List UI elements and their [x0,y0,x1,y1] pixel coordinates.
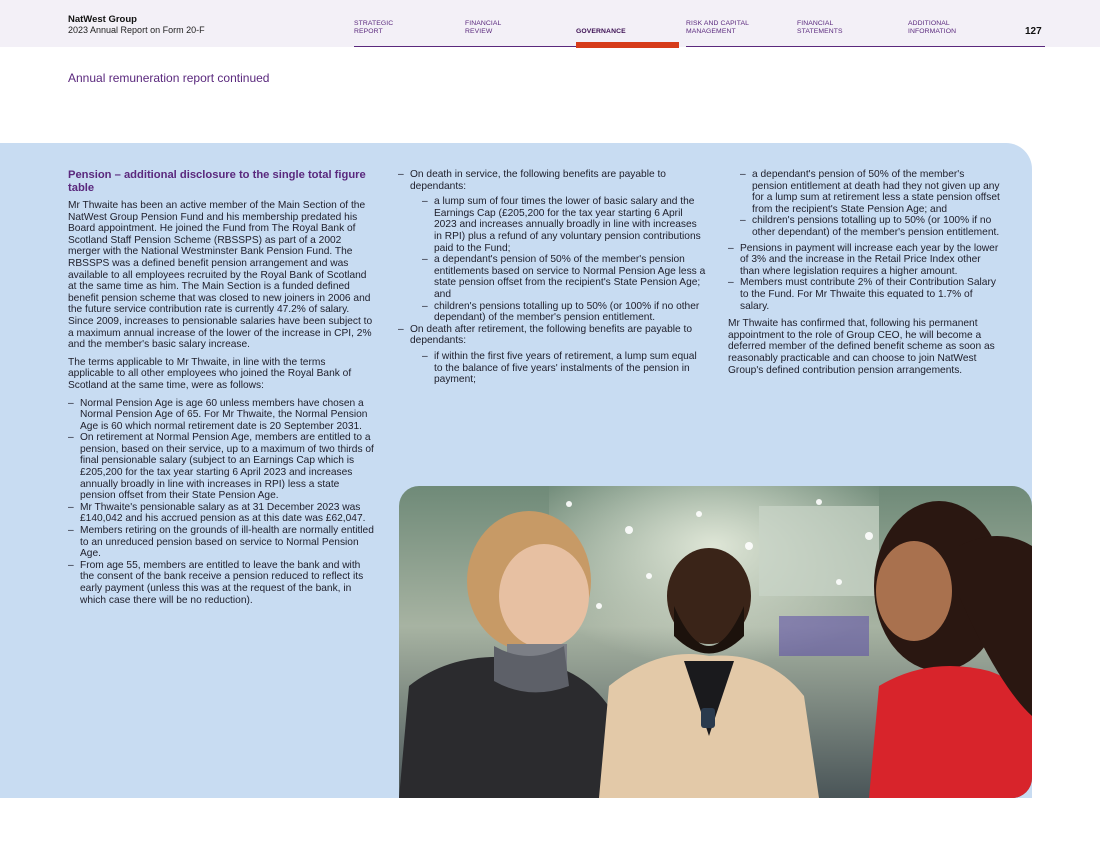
sub-list-item: – a dependant's pension of 50% of the member's pension entitlements based on service to Normal Pension Age less a state pension offset from the recipient's State Pension Age; and [422,254,706,300]
nav-label-line2: MANAGEMENT [686,28,736,35]
list-item: – Mr Thwaite's pensionable salary as at 31 December 2023 was £140,042 and his accrued pension as at this date was £62,047. [68,502,374,525]
brand-block [68,14,205,36]
list-item: – Normal Pension Age is age 60 unless members have chosen a Normal Pension Age of 65. For Mr Thwaite, the Normal Pension Age is 60 which normal retirement date is 20 September 2031. [68,398,374,433]
continued-sublist [740,169,1000,239]
brand-name: NatWest Group [68,14,137,25]
list-item: – On retirement at Normal Pension Age, members are entitled to a pension, based on their service, up to a maximum of two thirds of final pensionable salary (subject to an Earnings Cap which is £205,200 for the tax year starting 6 April 2023 and increases annually broadly in line with increases in RPI) less a state pension offset from their State Pension Age. [68,432,374,502]
pension-terms-list [728,243,1000,313]
nav-label-line2: STATEMENTS [797,28,843,35]
section-title: Annual remuneration report continued [68,71,270,85]
death-in-service-sublist [422,196,706,324]
photo-illustration [399,486,1032,798]
death-after-retirement-text: On death after retirement, the following benefits are payable to dependants: [410,323,693,347]
nav-underline [686,46,798,47]
nav-label-line2: REPORT [354,28,383,35]
nav-underline [797,46,909,47]
terms-paragraph: The terms applicable to Mr Thwaite, in line with the terms applicable to all other employees who joined the Royal Bank of Scotland at the same time, were as follows: [68,356,352,391]
page-number: 127 [1025,26,1042,37]
column-1 [68,169,374,612]
death-benefits-list [398,169,706,386]
nav-label-line1: STRATEGIC [354,20,394,27]
nav-governance[interactable] [576,20,679,47]
nav-label-line1: GOVERNANCE [576,28,626,35]
death-after-retirement-sublist [422,351,706,386]
nav-label-line2: REVIEW [465,28,493,35]
sub-list-item: – if within the first five years of retirement, a lump sum equal to the balance of five years' instalments of the pension in payment; [422,351,706,386]
list-item: – From age 55, members are entitled to leave the bank and with the consent of the bank receive a pension reduced to reflect its early payment (unless this was at the request of the bank, in which case there will be no reduction). [68,560,374,606]
list-item [398,169,706,324]
deferred-member-paragraph: Mr Thwaite has confirmed that, following his permanent appointment to the role of Group CEO, he will become a deferred member of the defined benefit scheme as soon as reasonably practicable and can choose to join NatWest Group's defined contribution pension arrangements. [728,318,995,376]
terms-list [68,398,374,607]
death-in-service-text: On death in service, the following benefits are payable to dependants: [410,169,666,192]
nav-underline [465,46,577,47]
page-header [0,0,1100,47]
nav-strategic-report[interactable] [354,20,466,47]
sub-list-item: – children's pensions totalling up to 50% (or 100% if no other dependant) of the member's pension entitlement. [422,301,706,324]
sub-list-item: – a lump sum of four times the lower of basic salary and the Earnings Cap (£205,200 for the tax year starting 6 April 2023 and increases annually broadly in line with increases in RPI) plus a refund of any voluntary pension contributions paid to the Fund; [422,196,706,254]
nav-underline [908,46,1045,47]
sub-list-item: – a dependant's pension of 50% of the member's pension entitlement at death had they not given up any for a lump sum at retirement less a state pension offset from the recipient's State Pension Age; and [740,169,1000,215]
pension-heading: Pension – additional disclosure to the single total figure table [68,169,366,194]
nav-label-line1: ADDITIONAL [908,20,950,27]
nav-label-line1: FINANCIAL [465,20,502,27]
list-item: – Members must contribute 2% of their Contribution Salary to the Fund. For Mr Thwaite this equated to 1.7% of salary. [728,277,1000,312]
nav-active-indicator [576,42,679,48]
column-3 [728,169,1000,382]
nav-label-line1: FINANCIAL [797,20,834,27]
nav-financial-statements[interactable] [797,20,909,47]
team-photo [399,486,1032,798]
column-2 [398,169,706,392]
pension-intro-paragraph: Mr Thwaite has been an active member of the Main Section of the NatWest Group Pension Fund and his membership predated his Board appointment. He joined the Fund from The Royal Bank of Scotland Staff Pension Scheme (RBSSPS) as part of a 2002 merger with the National Westminster Bank Pension Fund. The RBSSPS was a defined benefit pension arrangement and was available to all employees recruited by the Royal Bank of Scotland at the same time as him. The Main Section is a funded defined benefit pension scheme that was closed to new joiners in 2006 and the future service contribution rate is currently 47.2% of salary. Since 2009, increases to pensionable salaries have been subject to a maximum annual increase of the lower of the increase in CPI, 2% and the member's basic salary increase. [68,200,373,351]
nav-underline [354,46,466,47]
sub-list-item: – children's pensions totalling up to 50% (or 100% if no other dependant) of the member's pension entitlement. [740,215,1000,238]
nav-financial-review[interactable] [465,20,577,47]
nav-label-line2: INFORMATION [908,28,957,35]
list-item: – Pensions in payment will increase each year by the lower of 3% and the increase in the Retail Price Index other than where legislation requires a higher amount. [728,243,1000,278]
list-item: – Members retiring on the grounds of ill-health are normally entitled to an unreduced pension based on service to Normal Pension Age. [68,525,374,560]
report-subtitle: 2023 Annual Report on Form 20-F [68,25,205,35]
nav-risk-capital[interactable] [686,20,798,47]
list-item [398,324,706,386]
nav-label-line1: RISK AND CAPITAL [686,20,750,27]
